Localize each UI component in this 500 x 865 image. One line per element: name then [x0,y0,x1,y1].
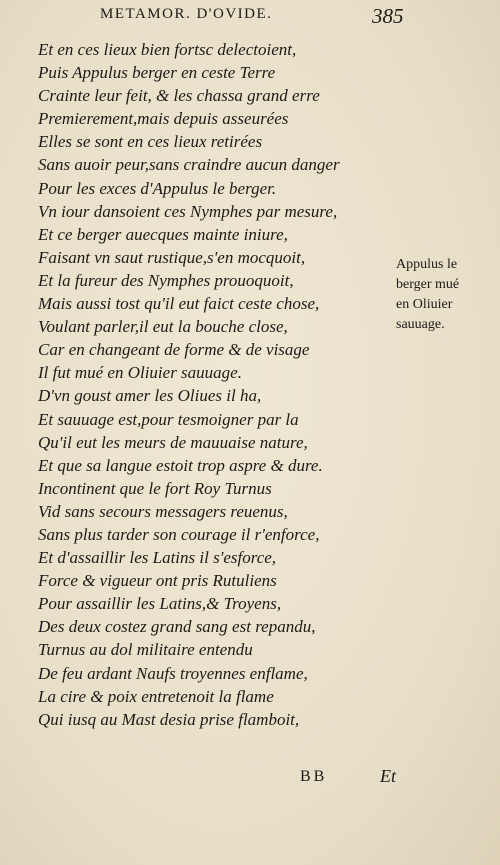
catchword: Et [380,766,396,786]
marginal-note-line: en Oliuier [396,297,453,312]
signature-mark: BB [300,768,328,785]
verse-line: Il fut mué en Oliuier sauuage. [38,363,242,383]
verse-line: Incontinent que le fort Roy Turnus [38,478,272,498]
verse-line: Et que sa langue estoit trop aspre & dure. [38,455,323,475]
marginal-note [396,255,488,335]
verse-line: Qu'il eut les meurs de mauuaise nature, [38,432,308,452]
verse-line: Turnus au dol militaire entendu [38,640,253,660]
verse-line: Et en ces lieux bien fortsc delectoient, [38,40,297,59]
verse-line: Et d'assaillir les Latins il s'esforce, [38,548,277,568]
marginal-note-line: berger mué [396,277,460,292]
verse-line: Crainte leur feit, & les chassa grand erre [38,86,320,106]
verse-line: Puis Appulus berger en ceste Terre [38,63,276,83]
verse-line: Pour assaillir les Latins,& Troyens, [38,594,282,614]
verse-line: Pour les exces d'Appulus le berger. [38,178,277,198]
verse-line: Sans auoir peur,sans craindre aucun danger [38,155,340,175]
verse-line: Qui iusq au Mast desia prise flamboit, [38,709,300,729]
verse-line: Car en changeant de forme & de visage [38,340,310,360]
verse-line: Faisant vn saut rustique,s'en mocquoit, [38,247,306,267]
verse-line: Voulant parler,il eut la bouche close, [38,317,288,337]
verse-line: Sans plus tarder son courage il r'enforce, [38,524,320,544]
verse-line: Des deux costez grand sang est repandu, [38,617,316,637]
verse-line: Force & vigueur ont pris Rutuliens [38,571,277,591]
verse-text [38,38,378,731]
verse-line: De feu ardant Naufs troyennes enflame, [38,663,308,683]
verse-line: D'vn goust amer les Oliues il ha, [38,386,262,406]
marginal-note-line: sauuage. [396,317,445,332]
page-number: 385 [372,4,404,28]
verse-line: Mais aussi tost qu'il eut faict ceste chose, [38,294,320,314]
verse-line: Premierement,mais depuis asseurées [38,109,289,129]
marginal-note-line: Appulus le [396,257,458,272]
verse-line: Et la fureur des Nymphes prouoquoit, [38,270,294,290]
running-head: METAMOR. D'OVIDE. [100,6,273,22]
verse-line: Et ce berger auecques mainte iniure, [38,224,288,244]
verse-line: La cire & poix entretenoit la flame [38,686,274,706]
verse-line: Elles se sont en ces lieux retirées [38,132,263,152]
verse-line: Vid sans secours messagers reuenus, [38,501,288,521]
verse-line: Vn iour dansoient ces Nymphes par mesure, [38,201,338,221]
verse-line: Et sauuage est,pour tesmoigner par la [38,409,299,429]
